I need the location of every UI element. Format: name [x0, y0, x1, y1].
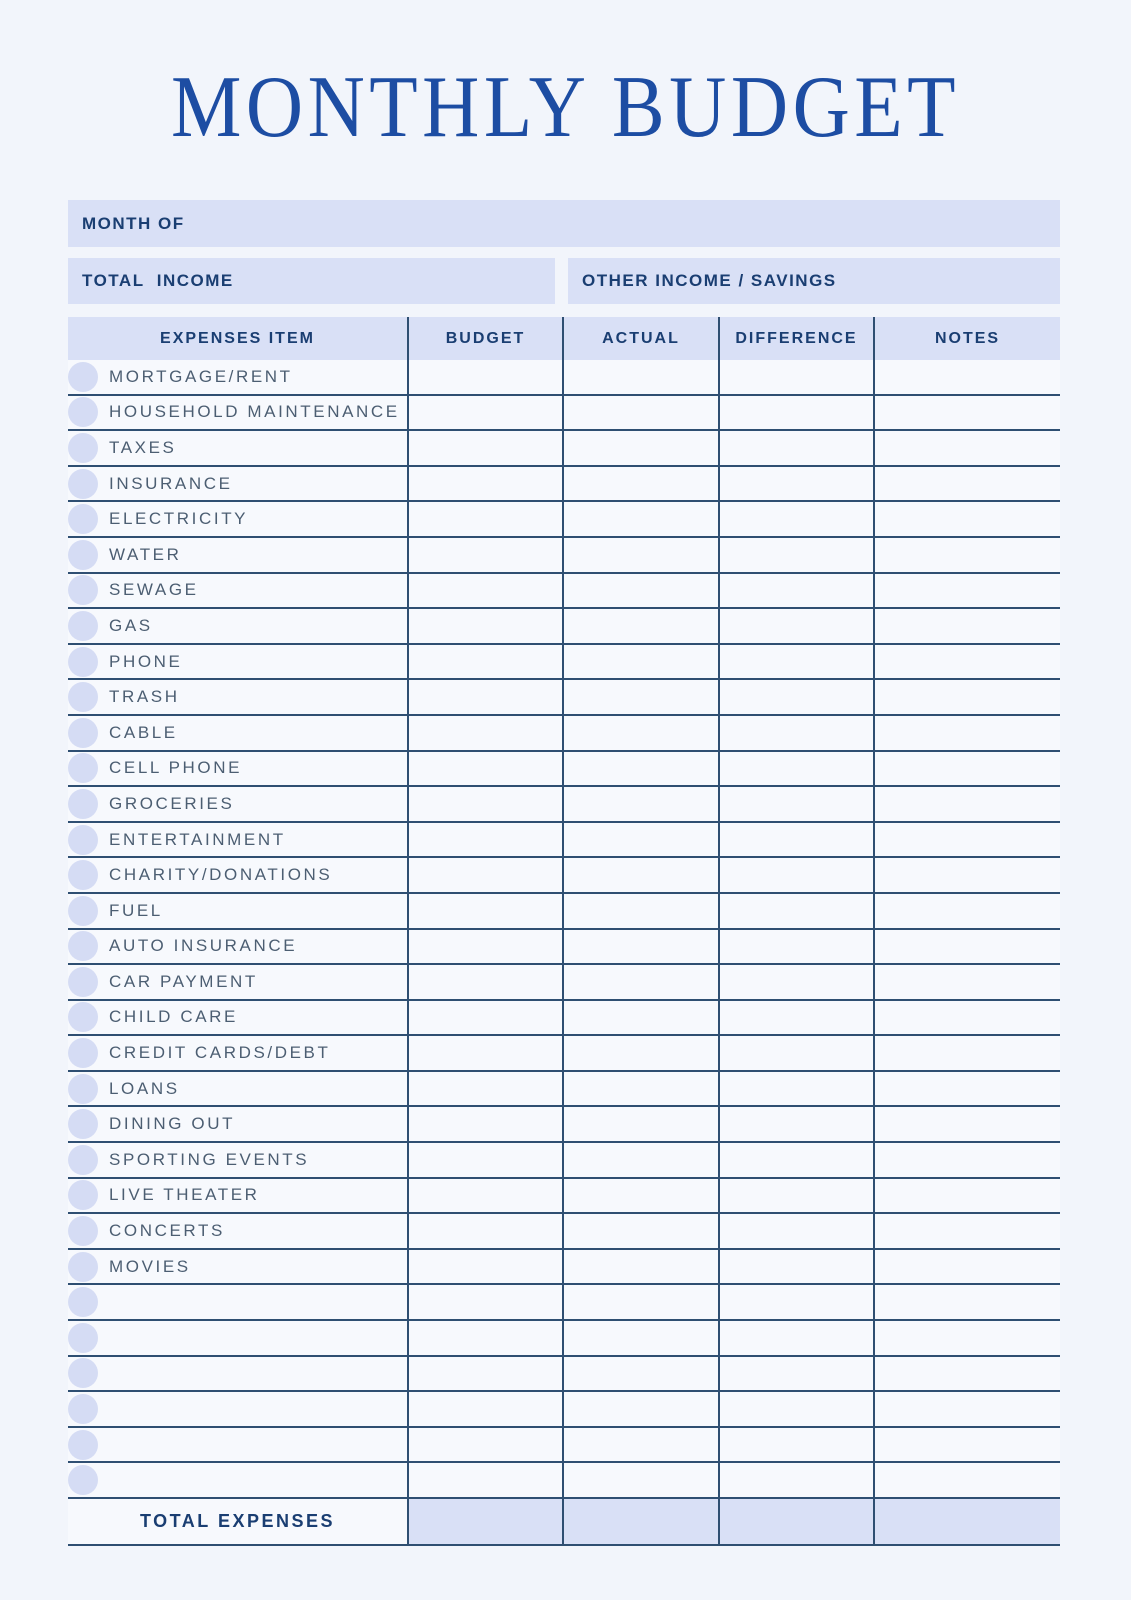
expense-item-label: GROCERIES	[109, 793, 235, 813]
table-row	[68, 716, 1060, 752]
bullet-icon	[68, 1430, 98, 1460]
difference-cell[interactable]	[720, 894, 875, 928]
header-budget: BUDGET	[409, 317, 564, 360]
expense-item-cell	[68, 965, 409, 999]
actual-cell[interactable]	[564, 894, 720, 928]
notes-cell[interactable]	[875, 1143, 1060, 1177]
expense-item-cell	[68, 752, 409, 786]
actual-cell[interactable]	[564, 1250, 720, 1284]
expense-item-cell	[68, 1321, 409, 1355]
budget-cell[interactable]	[409, 467, 564, 501]
budget-cell[interactable]	[409, 609, 564, 643]
table-row	[68, 1463, 1060, 1499]
difference-cell[interactable]	[720, 752, 875, 786]
expense-item-label: FUEL	[109, 900, 163, 920]
table-row	[68, 930, 1060, 966]
expense-item-label: TRASH	[109, 687, 180, 707]
bullet-icon	[68, 1145, 98, 1175]
expenses-table	[68, 317, 1060, 1546]
expense-item-cell	[68, 930, 409, 964]
header-expenses-item: EXPENSES ITEM	[68, 317, 409, 360]
budget-cell[interactable]	[409, 894, 564, 928]
bullet-icon	[68, 1038, 98, 1068]
budget-cell[interactable]	[409, 1392, 564, 1426]
table-row	[68, 965, 1060, 1001]
other-income-savings-label: OTHER INCOME / SAVINGS	[582, 271, 837, 290]
expense-item-cell	[68, 502, 409, 536]
budget-cell[interactable]	[409, 574, 564, 608]
actual-cell[interactable]	[564, 1036, 720, 1070]
difference-cell[interactable]	[720, 1072, 875, 1106]
budget-cell[interactable]	[409, 1143, 564, 1177]
actual-cell[interactable]	[564, 680, 720, 714]
actual-cell[interactable]	[564, 431, 720, 465]
expense-item-cell	[68, 894, 409, 928]
expense-item-label: CABLE	[109, 722, 178, 742]
expense-item-label: MOVIES	[109, 1256, 191, 1276]
total-expenses-row	[68, 1499, 1060, 1546]
budget-cell[interactable]	[409, 680, 564, 714]
total-expenses-label-cell	[68, 1499, 409, 1544]
header-difference: DIFFERENCE	[720, 317, 875, 360]
table-row	[68, 1072, 1060, 1108]
bullet-icon	[68, 789, 98, 819]
table-row	[68, 1321, 1060, 1357]
actual-cell[interactable]	[564, 538, 720, 572]
expense-item-cell	[68, 1107, 409, 1141]
budget-cell[interactable]	[409, 823, 564, 857]
actual-cell[interactable]	[564, 1428, 720, 1462]
table-row	[68, 645, 1060, 681]
bullet-icon	[68, 1002, 98, 1032]
difference-cell[interactable]	[720, 431, 875, 465]
expense-item-cell	[68, 574, 409, 608]
total-difference-cell[interactable]	[720, 1499, 875, 1544]
total-actual-cell[interactable]	[564, 1499, 720, 1544]
table-row	[68, 502, 1060, 538]
total-budget-cell[interactable]	[409, 1499, 564, 1544]
bullet-icon	[68, 469, 98, 499]
bullet-icon	[68, 1287, 98, 1317]
bullet-icon	[68, 682, 98, 712]
difference-cell[interactable]	[720, 1001, 875, 1035]
difference-cell[interactable]	[720, 787, 875, 821]
table-row	[68, 1250, 1060, 1286]
budget-cell[interactable]	[409, 1428, 564, 1462]
expense-item-cell	[68, 1463, 409, 1497]
budget-cell[interactable]	[409, 787, 564, 821]
notes-cell[interactable]	[875, 930, 1060, 964]
table-row	[68, 1392, 1060, 1428]
total-income-field[interactable]	[68, 258, 555, 304]
expense-item-cell	[68, 787, 409, 821]
expense-item-cell	[68, 858, 409, 892]
notes-cell[interactable]	[875, 1463, 1060, 1497]
actual-cell[interactable]	[564, 1001, 720, 1035]
budget-cell[interactable]	[409, 1179, 564, 1213]
expense-item-cell	[68, 1072, 409, 1106]
notes-cell[interactable]	[875, 609, 1060, 643]
budget-cell[interactable]	[409, 716, 564, 750]
notes-cell[interactable]	[875, 1072, 1060, 1106]
difference-cell[interactable]	[720, 930, 875, 964]
expense-item-cell	[68, 1428, 409, 1462]
bullet-icon	[68, 896, 98, 926]
table-row	[68, 1214, 1060, 1250]
expense-item-label: GAS	[109, 615, 153, 635]
actual-cell[interactable]	[564, 858, 720, 892]
total-notes-cell[interactable]	[875, 1499, 1060, 1544]
expense-item-label: AUTO INSURANCE	[109, 936, 298, 956]
actual-cell[interactable]	[564, 502, 720, 536]
actual-cell[interactable]	[564, 752, 720, 786]
difference-cell[interactable]	[720, 823, 875, 857]
total-expenses-label: TOTAL EXPENSES	[139, 1511, 336, 1531]
budget-cell[interactable]	[409, 1321, 564, 1355]
actual-cell[interactable]	[564, 396, 720, 430]
budget-cell[interactable]	[409, 1107, 564, 1141]
table-row	[68, 1107, 1060, 1143]
actual-cell[interactable]	[564, 1357, 720, 1391]
actual-cell[interactable]	[564, 716, 720, 750]
actual-cell[interactable]	[564, 574, 720, 608]
bullet-icon	[68, 575, 98, 605]
difference-cell[interactable]	[720, 396, 875, 430]
expense-item-label: PHONE	[109, 651, 183, 671]
notes-cell[interactable]	[875, 1179, 1060, 1213]
actual-cell[interactable]	[564, 1072, 720, 1106]
bullet-icon	[68, 718, 98, 748]
actual-cell[interactable]	[564, 609, 720, 643]
bullet-icon	[68, 362, 98, 392]
budget-cell[interactable]	[409, 1463, 564, 1497]
notes-cell[interactable]	[875, 716, 1060, 750]
expense-item-cell	[68, 609, 409, 643]
difference-cell[interactable]	[720, 502, 875, 536]
expense-item-cell	[68, 1392, 409, 1426]
table-row	[68, 752, 1060, 788]
expense-item-label: CHARITY/DONATIONS	[109, 865, 333, 885]
budget-cell[interactable]	[409, 1036, 564, 1070]
actual-cell[interactable]	[564, 1107, 720, 1141]
expense-item-label: LOANS	[109, 1078, 180, 1098]
bullet-icon	[68, 825, 98, 855]
expense-item-cell	[68, 716, 409, 750]
budget-cell[interactable]	[409, 1285, 564, 1319]
expense-item-label: ENTERTAINMENT	[109, 829, 286, 849]
table-row	[68, 823, 1060, 859]
expense-item-label: MORTGAGE/RENT	[109, 366, 293, 386]
actual-cell[interactable]	[564, 965, 720, 999]
table-row	[68, 431, 1060, 467]
expense-item-cell	[68, 1143, 409, 1177]
month-of-label: MONTH OF	[82, 213, 185, 233]
header-actual: ACTUAL	[564, 317, 720, 360]
difference-cell[interactable]	[720, 1036, 875, 1070]
actual-cell[interactable]	[564, 360, 720, 394]
budget-cell[interactable]	[409, 502, 564, 536]
bullet-icon	[68, 1074, 98, 1104]
header-notes: NOTES	[875, 317, 1060, 360]
budget-cell[interactable]	[409, 752, 564, 786]
expense-item-cell	[68, 823, 409, 857]
difference-cell[interactable]	[720, 1179, 875, 1213]
budget-cell[interactable]	[409, 645, 564, 679]
notes-cell[interactable]	[875, 1321, 1060, 1355]
table-header	[68, 317, 1060, 360]
expenses-rows	[68, 360, 1060, 1499]
notes-cell[interactable]	[875, 574, 1060, 608]
expense-item-cell	[68, 1357, 409, 1391]
difference-cell[interactable]	[720, 1143, 875, 1177]
difference-cell[interactable]	[720, 1428, 875, 1462]
actual-cell[interactable]	[564, 823, 720, 857]
total-income-label: TOTAL INCOME	[82, 271, 234, 290]
actual-cell[interactable]	[564, 1143, 720, 1177]
other-income-savings-field[interactable]	[568, 258, 1060, 304]
difference-cell[interactable]	[720, 1107, 875, 1141]
expense-item-cell	[68, 431, 409, 465]
notes-cell[interactable]	[875, 1214, 1060, 1248]
budget-cell[interactable]	[409, 360, 564, 394]
table-row	[68, 1285, 1060, 1321]
expense-item-cell	[68, 1036, 409, 1070]
page-title: MONTHLY BUDGET	[170, 59, 961, 156]
notes-cell[interactable]	[875, 823, 1060, 857]
expense-item-label: INSURANCE	[109, 473, 233, 493]
expense-item-cell	[68, 1179, 409, 1213]
difference-cell[interactable]	[720, 965, 875, 999]
difference-cell[interactable]	[720, 1250, 875, 1284]
table-row	[68, 680, 1060, 716]
bullet-icon	[68, 1109, 98, 1139]
difference-cell[interactable]	[720, 858, 875, 892]
expense-item-cell	[68, 1001, 409, 1035]
notes-cell[interactable]	[875, 1250, 1060, 1284]
notes-cell[interactable]	[875, 1001, 1060, 1035]
expense-item-cell	[68, 680, 409, 714]
expense-item-cell	[68, 1214, 409, 1248]
table-row	[68, 1001, 1060, 1037]
table-row	[68, 894, 1060, 930]
actual-cell[interactable]	[564, 1392, 720, 1426]
expense-item-label: WATER	[109, 544, 182, 564]
difference-cell[interactable]	[720, 1321, 875, 1355]
notes-cell[interactable]	[875, 538, 1060, 572]
actual-cell[interactable]	[564, 787, 720, 821]
bullet-icon	[68, 1323, 98, 1353]
table-row	[68, 1143, 1060, 1179]
budget-cell[interactable]	[409, 965, 564, 999]
bullet-icon	[68, 397, 98, 427]
notes-cell[interactable]	[875, 645, 1060, 679]
table-row	[68, 1428, 1060, 1464]
expense-item-label: TAXES	[109, 437, 177, 457]
notes-cell[interactable]	[875, 680, 1060, 714]
table-row	[68, 396, 1060, 432]
difference-cell[interactable]	[720, 1392, 875, 1426]
table-row	[68, 609, 1060, 645]
difference-cell[interactable]	[720, 680, 875, 714]
actual-cell[interactable]	[564, 1214, 720, 1248]
bullet-icon	[68, 1358, 98, 1388]
expense-item-cell	[68, 645, 409, 679]
difference-cell[interactable]	[720, 1357, 875, 1391]
difference-cell[interactable]	[720, 360, 875, 394]
expense-item-label: DINING OUT	[109, 1114, 236, 1134]
expense-item-cell	[68, 538, 409, 572]
bullet-icon	[68, 540, 98, 570]
expense-item-label: CONCERTS	[109, 1221, 225, 1241]
expense-item-label: ELECTRICITY	[109, 509, 249, 529]
expense-item-cell	[68, 1285, 409, 1319]
difference-cell[interactable]	[720, 574, 875, 608]
actual-cell[interactable]	[564, 1179, 720, 1213]
budget-cell[interactable]	[409, 1214, 564, 1248]
difference-cell[interactable]	[720, 609, 875, 643]
bullet-icon	[68, 1180, 98, 1210]
budget-cell[interactable]	[409, 396, 564, 430]
budget-cell[interactable]	[409, 431, 564, 465]
expense-item-cell	[68, 467, 409, 501]
expense-item-label: CREDIT CARDS/DEBT	[109, 1043, 331, 1063]
notes-cell[interactable]	[875, 502, 1060, 536]
notes-cell[interactable]	[875, 396, 1060, 430]
bullet-icon	[68, 611, 98, 641]
notes-cell[interactable]	[875, 965, 1060, 999]
bullet-icon	[68, 1216, 98, 1246]
bullet-icon	[68, 1465, 98, 1495]
notes-cell[interactable]	[875, 1357, 1060, 1391]
notes-cell[interactable]	[875, 1107, 1060, 1141]
difference-cell[interactable]	[720, 645, 875, 679]
budget-cell[interactable]	[409, 1001, 564, 1035]
bullet-icon	[68, 433, 98, 463]
notes-cell[interactable]	[875, 787, 1060, 821]
notes-cell[interactable]	[875, 1036, 1060, 1070]
table-row	[68, 1179, 1060, 1215]
table-row	[68, 360, 1060, 396]
table-row	[68, 787, 1060, 823]
budget-cell[interactable]	[409, 1072, 564, 1106]
actual-cell[interactable]	[564, 1321, 720, 1355]
notes-cell[interactable]	[875, 1285, 1060, 1319]
notes-cell[interactable]	[875, 1392, 1060, 1426]
bullet-icon	[68, 647, 98, 677]
notes-cell[interactable]	[875, 894, 1060, 928]
expense-item-label: SEWAGE	[109, 580, 199, 600]
difference-cell[interactable]	[720, 1214, 875, 1248]
expense-item-label: HOUSEHOLD MAINTENANCE	[109, 402, 400, 422]
difference-cell[interactable]	[720, 538, 875, 572]
table-row	[68, 1357, 1060, 1393]
expense-item-label: CHILD CARE	[109, 1007, 238, 1027]
expense-item-cell	[68, 1250, 409, 1284]
table-row	[68, 1036, 1060, 1072]
difference-cell[interactable]	[720, 1463, 875, 1497]
expense-item-label: CAR PAYMENT	[109, 971, 258, 991]
table-row	[68, 574, 1060, 610]
expense-item-label: CELL PHONE	[109, 758, 243, 778]
bullet-icon	[68, 860, 98, 890]
bullet-icon	[68, 1394, 98, 1424]
notes-cell[interactable]	[875, 1428, 1060, 1462]
table-row	[68, 858, 1060, 894]
notes-cell[interactable]	[875, 360, 1060, 394]
expense-item-cell	[68, 360, 409, 394]
actual-cell[interactable]	[564, 1285, 720, 1319]
table-row	[68, 467, 1060, 503]
notes-cell[interactable]	[875, 858, 1060, 892]
bullet-icon	[68, 504, 98, 534]
actual-cell[interactable]	[564, 1463, 720, 1497]
difference-cell[interactable]	[720, 467, 875, 501]
actual-cell[interactable]	[564, 930, 720, 964]
notes-cell[interactable]	[875, 467, 1060, 501]
notes-cell[interactable]	[875, 752, 1060, 786]
budget-cell[interactable]	[409, 538, 564, 572]
budget-cell[interactable]	[409, 1357, 564, 1391]
expense-item-label: SPORTING EVENTS	[109, 1149, 310, 1169]
table-row	[68, 538, 1060, 574]
month-of-field[interactable]	[68, 200, 1060, 247]
expense-item-cell	[68, 396, 409, 430]
bullet-icon	[68, 931, 98, 961]
budget-cell[interactable]	[409, 858, 564, 892]
notes-cell[interactable]	[875, 431, 1060, 465]
budget-cell[interactable]	[409, 930, 564, 964]
difference-cell[interactable]	[720, 716, 875, 750]
difference-cell[interactable]	[720, 1285, 875, 1319]
bullet-icon	[68, 1252, 98, 1282]
actual-cell[interactable]	[564, 645, 720, 679]
budget-cell[interactable]	[409, 1250, 564, 1284]
bullet-icon	[68, 753, 98, 783]
bullet-icon	[68, 967, 98, 997]
actual-cell[interactable]	[564, 467, 720, 501]
expense-item-label: LIVE THEATER	[109, 1185, 260, 1205]
